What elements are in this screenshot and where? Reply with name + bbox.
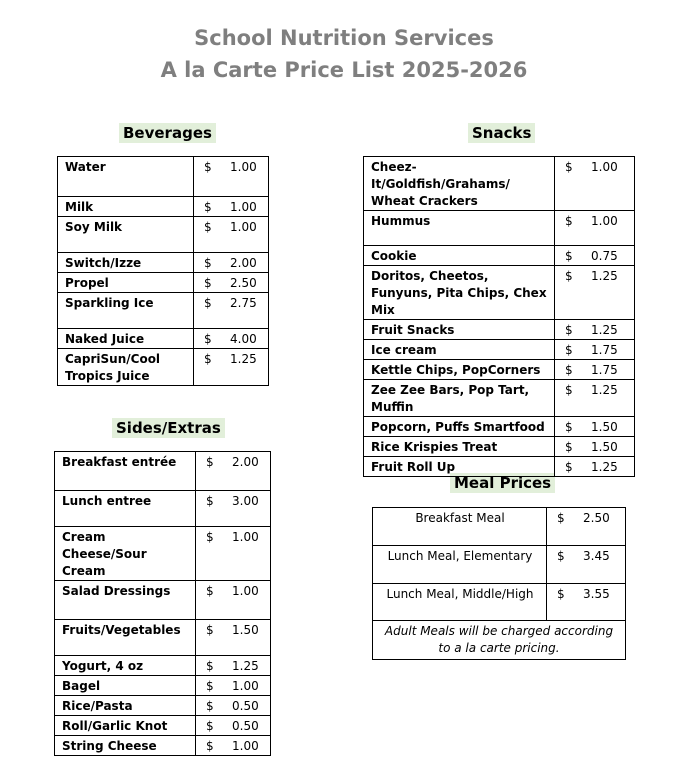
- item-price: $ 1.75: [555, 360, 635, 380]
- table-row: [55, 716, 271, 736]
- table-row: [58, 349, 269, 386]
- item-name: Breakfast entrée: [55, 452, 196, 491]
- item-price: $ 1.00: [555, 157, 635, 211]
- item-price: $ 1.25: [194, 349, 269, 386]
- table-row: [55, 527, 271, 581]
- item-price: $ 1.00: [196, 581, 271, 620]
- beverages-heading: Beverages: [119, 123, 216, 143]
- item-price: $ 1.00: [194, 157, 269, 197]
- table-row: [58, 217, 269, 253]
- item-name: Zee Zee Bars, Pop Tart, Muffin: [364, 380, 555, 417]
- table-row: [55, 676, 271, 696]
- meal-price: $ 3.55: [547, 584, 626, 621]
- table-row: [373, 546, 626, 584]
- item-name: Lunch entree: [55, 491, 196, 527]
- item-name: Propel: [58, 273, 194, 293]
- table-row: [373, 508, 626, 546]
- item-price: $ 0.50: [196, 696, 271, 716]
- table-row: [58, 273, 269, 293]
- page-title-line1: School Nutrition Services: [194, 26, 494, 50]
- item-name: Ice cream: [364, 340, 555, 360]
- item-name: Roll/Garlic Knot: [55, 716, 196, 736]
- sides-table: [54, 451, 271, 756]
- table-row: [55, 491, 271, 527]
- item-price: $ 1.00: [194, 217, 269, 253]
- item-price: $ 1.50: [196, 620, 271, 656]
- table-row: [55, 452, 271, 491]
- item-name: Salad Dressings: [55, 581, 196, 620]
- sides-heading: Sides/Extras: [112, 418, 225, 438]
- table-row: [55, 656, 271, 676]
- item-name: Hummus: [364, 211, 555, 246]
- table-row: [364, 457, 635, 477]
- meal-prices-table: [372, 507, 626, 660]
- table-row: [55, 696, 271, 716]
- table-row: [373, 584, 626, 621]
- item-name: Fruit Snacks: [364, 320, 555, 340]
- table-row: [373, 621, 626, 660]
- meal-name: Lunch Meal, Elementary: [373, 546, 547, 584]
- item-name: Doritos, Cheetos, Funyuns, Pita Chips, Chex Mix: [364, 266, 555, 320]
- table-row: [58, 253, 269, 273]
- item-name: Cheez-It/Goldfish/Grahams/ Wheat Crackers: [364, 157, 555, 211]
- item-price: $ 1.25: [196, 656, 271, 676]
- meal-name: Breakfast Meal: [373, 508, 547, 546]
- item-name: Naked Juice: [58, 329, 194, 349]
- item-price: $ 1.25: [555, 380, 635, 417]
- item-name: CapriSun/Cool Tropics Juice: [58, 349, 194, 386]
- meal-price: $ 3.45: [547, 546, 626, 584]
- table-row: [364, 360, 635, 380]
- item-price: $ 1.00: [196, 527, 271, 581]
- item-name: Switch/Izze: [58, 253, 194, 273]
- item-name: Yogurt, 4 oz: [55, 656, 196, 676]
- table-row: [364, 417, 635, 437]
- item-name: Sparkling Ice: [58, 293, 194, 329]
- item-price: $ 3.00: [196, 491, 271, 527]
- item-price: $ 1.50: [555, 437, 635, 457]
- item-price: $ 1.25: [555, 457, 635, 477]
- item-price: $ 1.25: [555, 266, 635, 320]
- item-name: Fruits/Vegetables: [55, 620, 196, 656]
- table-row: [364, 246, 635, 266]
- page-title-line2: A la Carte Price List 2025-2026: [160, 58, 528, 82]
- table-row: [364, 340, 635, 360]
- item-name: Soy Milk: [58, 217, 194, 253]
- item-price: $ 0.50: [196, 716, 271, 736]
- item-price: $ 2.50: [194, 273, 269, 293]
- item-price: $ 1.75: [555, 340, 635, 360]
- meal-price: $ 2.50: [547, 508, 626, 546]
- table-row: [364, 211, 635, 246]
- item-price: $ 2.00: [194, 253, 269, 273]
- item-name: Rice/Pasta: [55, 696, 196, 716]
- table-row: [364, 320, 635, 340]
- table-row: [364, 437, 635, 457]
- item-name: Kettle Chips, PopCorners: [364, 360, 555, 380]
- item-name: Fruit Roll Up: [364, 457, 555, 477]
- item-price: $ 1.25: [555, 320, 635, 340]
- table-row: [364, 380, 635, 417]
- item-name: Water: [58, 157, 194, 197]
- item-price: $ 0.75: [555, 246, 635, 266]
- table-row: [58, 329, 269, 349]
- table-row: [58, 157, 269, 197]
- table-row: [55, 581, 271, 620]
- item-price: $ 1.00: [196, 736, 271, 756]
- item-name: String Cheese: [55, 736, 196, 756]
- table-row: [55, 620, 271, 656]
- meals-heading: Meal Prices: [450, 473, 555, 493]
- item-price: $ 1.00: [555, 211, 635, 246]
- snacks-heading: Snacks: [468, 123, 535, 143]
- item-price: $ 1.00: [194, 197, 269, 217]
- item-name: Bagel: [55, 676, 196, 696]
- table-row: [364, 157, 635, 211]
- item-name: Milk: [58, 197, 194, 217]
- meal-name: Lunch Meal, Middle/High: [373, 584, 547, 621]
- table-row: [55, 736, 271, 756]
- item-price: $ 2.75: [194, 293, 269, 329]
- item-price: $ 1.50: [555, 417, 635, 437]
- item-name: Cookie: [364, 246, 555, 266]
- item-price: $ 4.00: [194, 329, 269, 349]
- item-price: $ 2.00: [196, 452, 271, 491]
- item-name: Rice Krispies Treat: [364, 437, 555, 457]
- item-name: Popcorn, Puffs Smartfood: [364, 417, 555, 437]
- table-row: [58, 197, 269, 217]
- item-name: Cream Cheese/Sour Cream: [55, 527, 196, 581]
- item-price: $ 1.00: [196, 676, 271, 696]
- table-row: [58, 293, 269, 329]
- adult-meals-note: Adult Meals will be charged according to a la carte pricing.: [373, 621, 626, 660]
- snacks-table: [363, 156, 635, 477]
- table-row: [364, 266, 635, 320]
- beverages-table: [57, 156, 269, 386]
